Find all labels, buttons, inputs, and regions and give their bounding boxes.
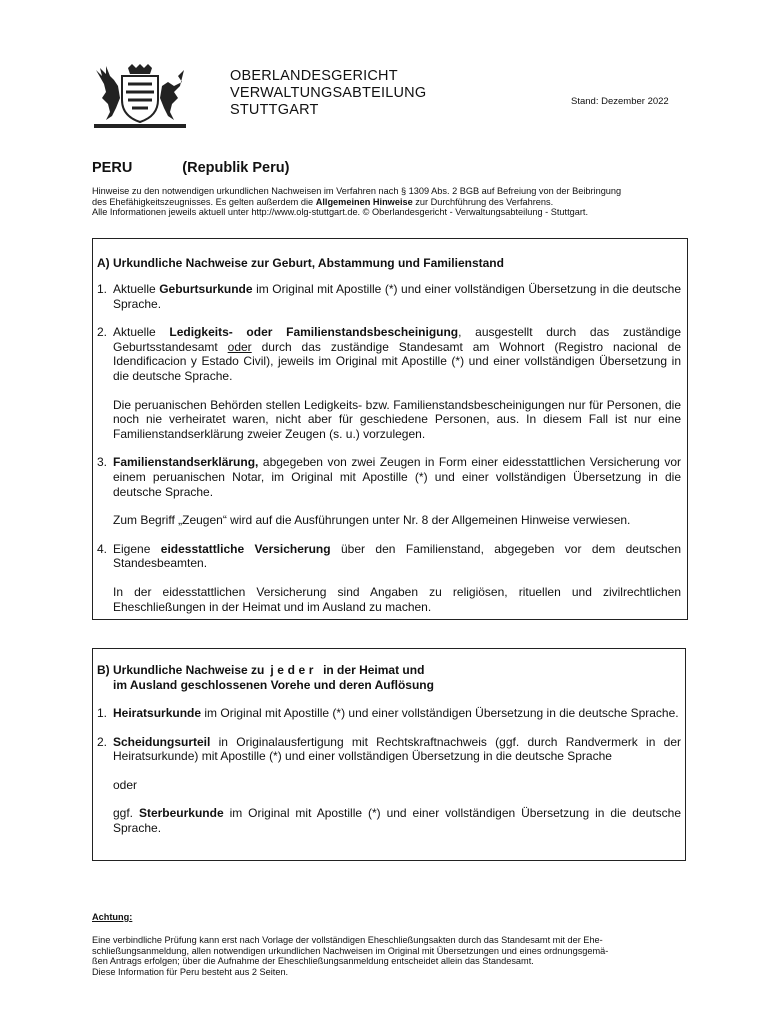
country-long-name: (Republik Peru) xyxy=(182,160,290,176)
section-a-box xyxy=(92,238,688,620)
stand-date: Stand: Dezember 2022 xyxy=(571,96,669,107)
achtung-label: Achtung: xyxy=(92,912,133,922)
footer-line-4: Diese Information für Peru besteht aus 2 Seiten. xyxy=(92,966,289,977)
footer-line-2: schließungsanmeldung, allen notwendigen urkundlichen Nachweisen im Original mit Übersetzungen und eines ordnungsgemä- xyxy=(92,945,609,956)
court-line-2: VERWALTUNGSABTEILUNG xyxy=(230,85,427,101)
section-b-box xyxy=(92,648,686,861)
list-item: 1. Aktuelle Geburtsurkunde im Original mit Apostille (*) und einer vollständigen Übersetzung in die deutsche Sprache. xyxy=(97,282,681,311)
intro-line-1: Hinweise zu den notwendigen urkundlichen Nachweisen im Verfahren nach § 1309 Abs. 2 BGB auf Befreiung von der Beibringung xyxy=(92,186,622,196)
court-line-3: STUTTGART xyxy=(230,102,319,118)
court-line-1: OBERLANDESGERICHT xyxy=(230,68,398,84)
section-b-list xyxy=(97,706,681,836)
country-title xyxy=(92,160,289,176)
intro-text xyxy=(92,186,687,218)
section-a-heading: A) Urkundliche Nachweise zur Geburt, Abstammung und Familienstand xyxy=(97,256,504,270)
court-name xyxy=(230,68,426,119)
list-item: 4. Eigene eidesstattliche Versicherung über den Familienstand, abgegeben vor dem deutschen Standesbeamten. In der eidesstattlichen Versicherung sind Angaben zu religiösen, rituellen und zivilrechtlichen Eheschließungen in der Heimat und im Ausland zu machen. xyxy=(97,541,681,614)
list-item: 2. Scheidungsurteil in Originalausfertigung mit Rechtskraftnachweis (ggf. durch Randvermerk in der Heiratsurkunde) mit Apostille (*) und einer vollständigen Übersetzung in die deutsche Sprache oder ggf. Sterbeurkunde im Original mit Apostille (*) und einer vollständigen Übersetzung in die deutsche Sprache. xyxy=(97,734,681,835)
section-a-list xyxy=(97,282,681,614)
coat-of-arms-icon xyxy=(92,64,188,128)
footer-line-1: Eine verbindliche Prüfung kann erst nach Vorlage der vollständigen Eheschließungsakten durch das Standesamt mit der Ehe- xyxy=(92,935,603,945)
intro-line-3: Alle Informationen jeweils aktuell unter http://www.olg-stuttgart.de. © Oberlandesgericht - Verwaltungsabteilung - Stuttgart. xyxy=(92,207,589,218)
country-code: PERU xyxy=(92,160,133,176)
section-b-heading: B) Urkundliche Nachweise zu jeder in der Heimat und im Ausland geschlossenen Vorehe und deren Auflösung xyxy=(97,663,434,692)
footer-line-3: ßen Antrags erfolgen; über die Aufnahme der Eheschließungsanmeldung entscheidet allein das Standesamt. xyxy=(92,956,534,967)
list-item: 3. Familienstandserklärung, abgegeben von zwei Zeugen in Form einer eidesstattlichen Versicherung vor einem peruanischen Notar, im Original mit Apostille (*) und einer vollständigen Übersetzung in die deutsche Sprache. Zum Begriff „Zeugen“ wird auf die Ausführungen unter Nr. 8 der Allgemeinen Hinweise verwiesen. xyxy=(97,455,681,528)
list-item: 2. Aktuelle Ledigkeits- oder Familienstandsbescheinigung, ausgestellt durch das zuständige Geburtsstandesamt oder durch das zuständige Standesamt am Wohnort (Registro nacional de Idendificacion y Estado Civil), jeweils im Original mit Apostille (*) und einer vollständigen Übersetzung in die deutsche Sprache. Die peruanischen Behörden stellen Ledigkeits- bzw. Familienstandsbescheinigungen nur für Personen, die noch nie verheiratet waren, nicht aber für geschiedene Personen, aus. In diesem Fall ist nur eine Familienstandserklärung zweier Zeugen (s. u.) vorzulegen. xyxy=(97,325,682,441)
list-item: 1. Heiratsurkunde im Original mit Apostille (*) und einer vollständigen Übersetzung in die deutsche Sprache. xyxy=(97,706,679,720)
footer-text xyxy=(92,935,688,977)
intro-line-2: des Ehefähigkeitszeugnisses. Es gelten außerdem die Allgemeinen Hinweise zur Durchführung des Verfahrens. xyxy=(92,196,554,207)
